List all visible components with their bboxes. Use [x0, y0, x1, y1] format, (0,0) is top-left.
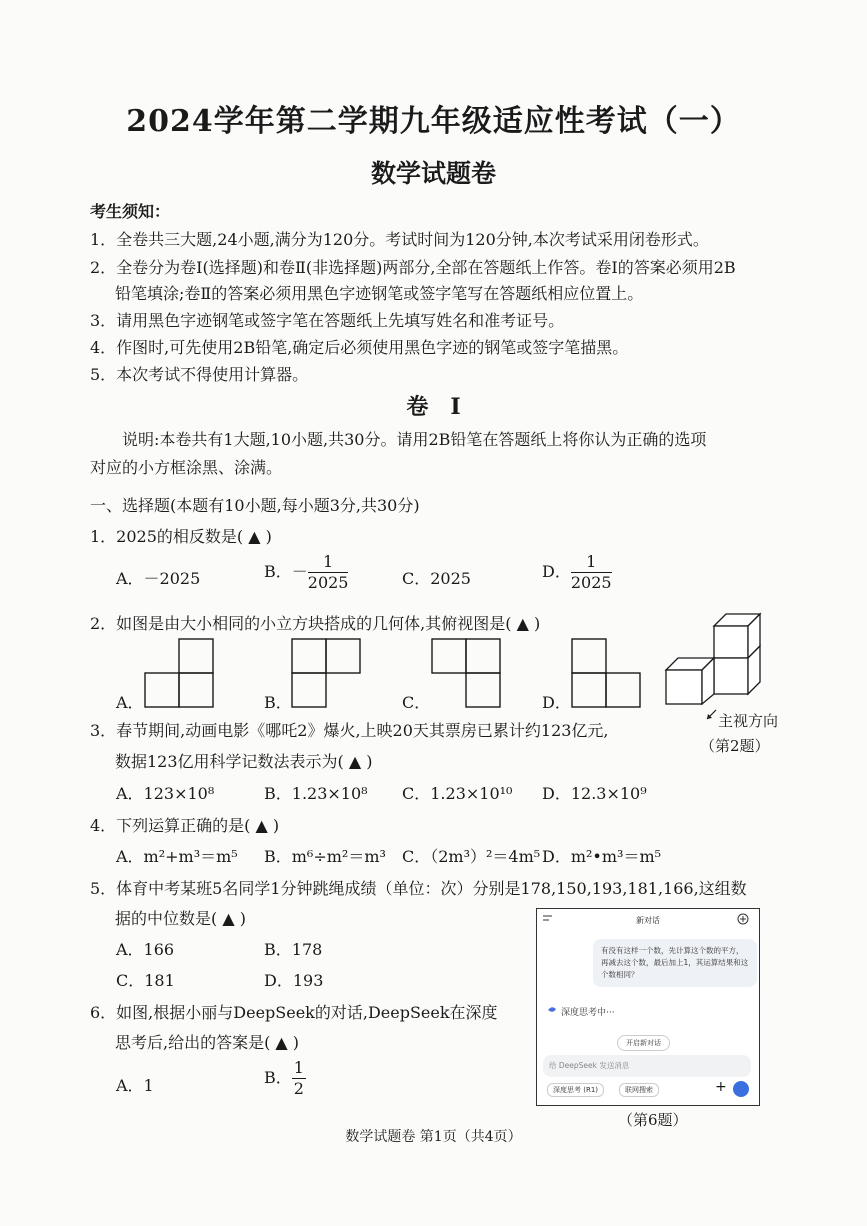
- notice-heading: 考生须知：: [90, 202, 171, 221]
- q1-option-d-fraction: [571, 552, 612, 593]
- q1-option-b-fraction: [308, 552, 349, 593]
- q6-option-a: A．1: [116, 1076, 154, 1095]
- q6-stem-1: 6．如图,根据小丽与DeepSeek的对话,DeepSeek在深度: [90, 1003, 498, 1022]
- fraction-numerator: 1: [293, 1058, 304, 1077]
- q2-option-c: C．: [402, 693, 431, 712]
- q4-stem: 4．下列运算正确的是( ▲ ): [90, 816, 280, 835]
- q1-stem: 1．2025的相反数是( ▲ ): [90, 527, 272, 546]
- deepseek-chat-screenshot: [536, 908, 760, 1106]
- q6-caption: （第6题）: [618, 1111, 688, 1129]
- q3-option-c: C．1.23×10¹⁰: [402, 784, 513, 803]
- q2-top-view-b: [292, 638, 362, 708]
- section-note-1: 说明:本卷共有1大题,10小题,共30分。请用2B铅笔在答题纸上将你认为正确的选项: [122, 430, 707, 449]
- q3-option-a: A．123×10⁸: [116, 784, 215, 803]
- deepseek-whale-icon: [547, 1005, 557, 1015]
- q1-option-d-label: D．: [542, 562, 571, 581]
- q5-option-c: C．181: [116, 971, 175, 990]
- plus-icon: +: [715, 1079, 727, 1095]
- q3-option-d: D．12.3×10⁹: [542, 784, 647, 803]
- web-search-chip: 联网搜索: [619, 1083, 659, 1097]
- q3-option-b: B．1.23×10⁸: [264, 784, 368, 803]
- part-heading: 一、选择题(本题有10小题,每小题3分,共30分): [90, 496, 420, 515]
- q4-option-b: B．m⁶÷m²＝m³: [264, 847, 386, 866]
- fraction-denominator: 2025: [570, 573, 612, 592]
- q5-stem-2: 据的中位数是( ▲ ): [115, 909, 246, 928]
- notice-item-4: 4．作图时,可先使用2B铅笔,确定后必须使用黑色字迹的钢笔或签字笔描黑。: [90, 338, 629, 357]
- q1-option-d: [542, 552, 612, 593]
- q2-option-a: A．: [116, 693, 144, 712]
- fraction-numerator: 1: [571, 552, 612, 573]
- q6-option-b-label: B．: [264, 1068, 292, 1087]
- new-chat-icon: [737, 913, 749, 925]
- q5-option-a: A．166: [116, 940, 175, 959]
- q5-stem-1: 5．体育中考某班5名同学1分钟跳绳成绩（单位：次）分别是178,150,193,181,166,这组数: [90, 879, 747, 898]
- q4-option-c: C．（2m³）²＝4m⁵: [402, 847, 541, 866]
- notice-item-2: 2．全卷分为卷Ⅰ(选择题)和卷Ⅱ(非选择题)两部分,全部在答题纸上作答。卷Ⅰ的答案必须用2B: [90, 258, 736, 277]
- q4-option-a: A．m²+m³＝m⁵: [116, 847, 238, 866]
- q1-option-b-label: B．－: [264, 562, 308, 581]
- q2-top-view-c: [432, 638, 502, 708]
- notice-item-3: 3．请用黑色字迹钢笔或签字笔在答题纸上先填写姓名和准考证号。: [90, 311, 565, 330]
- arrow-icon: [704, 708, 718, 722]
- q3-stem-2: 数据123亿用科学记数法表示为( ▲ ): [115, 752, 373, 771]
- fraction-denominator: 2025: [307, 573, 349, 592]
- q2-top-view-a: [145, 638, 215, 708]
- q3-stem-1: 3．春节期间,动画电影《哪吒2》爆火,上映20天其票房已累计约123亿元,: [90, 721, 609, 740]
- q1-option-a: A．－2025: [116, 569, 201, 588]
- section-note-2: 对应的小方框涂黑、涂满。: [90, 458, 283, 477]
- fraction-denominator: 2: [293, 1079, 304, 1098]
- thinking-status: 深度思考中···: [561, 1008, 615, 1018]
- q2-view-direction: 主视方向: [718, 712, 779, 730]
- q5-option-d: D．193: [264, 971, 324, 990]
- notice-item-5: 5．本次考试不得使用计算器。: [90, 365, 309, 384]
- q2-stem: 2．如图是由大小相同的小立方块搭成的几何体,其俯视图是( ▲ ): [90, 614, 541, 633]
- q6-option-b: [264, 1058, 306, 1099]
- deep-think-chip: 深度思考 (R1): [547, 1083, 604, 1097]
- page-footer: 数学试题卷 第1页（共4页）: [345, 1129, 522, 1145]
- q2-option-b: B．: [264, 693, 292, 712]
- q6-stem-2: 思考后,给出的答案是( ▲ ): [115, 1033, 300, 1052]
- message-input: 给 DeepSeek 发送消息: [543, 1055, 751, 1077]
- new-chat-button: 开启新对话: [617, 1035, 670, 1051]
- chat-header: 新对话: [636, 916, 660, 925]
- q2-top-view-d: [572, 638, 642, 708]
- q2-option-d: D．: [542, 693, 571, 712]
- exam-subtitle: 数学试题卷: [370, 159, 496, 188]
- exam-title: 2024学年第二学期九年级适应性考试（一）: [126, 104, 741, 139]
- notice-item-1: 1．全卷共三大题,24小题,满分为120分。考试时间为120分钟,本次考试采用闭卷形式。: [90, 230, 709, 249]
- notice-item-2-cont: 铅笔填涂;卷Ⅱ的答案必须用黑色字迹钢笔或签字笔写在答题纸相应位置上。: [115, 284, 644, 303]
- q5-option-b: B．178: [264, 940, 323, 959]
- q1-option-b: [264, 552, 348, 593]
- fraction-numerator: 1: [308, 552, 349, 573]
- q2-cube-figure: [662, 606, 772, 710]
- send-icon: [733, 1081, 749, 1097]
- user-message-bubble: 有没有这样一个数，先计算这个数的平方，再减去这个数，最后加上1，其运算结果和这个数相同？: [593, 939, 757, 987]
- q2-caption: （第2题）: [700, 737, 770, 755]
- q6-option-b-fraction: [292, 1058, 306, 1099]
- q4-option-d: D．m²•m³＝m⁵: [542, 847, 662, 866]
- q1-option-c: C．2025: [402, 569, 471, 588]
- section-title: 卷 I: [406, 394, 461, 420]
